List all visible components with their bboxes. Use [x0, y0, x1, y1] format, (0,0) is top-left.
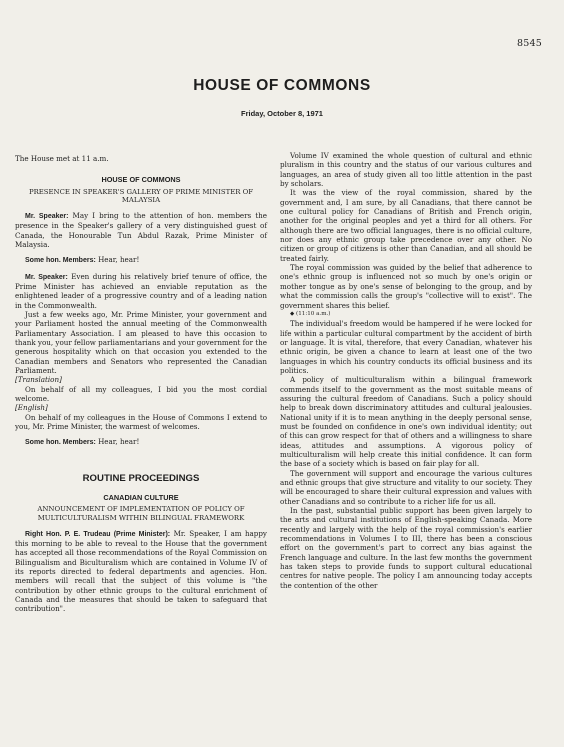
- sitting-time: The House met at 11 a.m.: [15, 154, 109, 163]
- paragraph: [15, 437, 267, 447]
- english-tag: [English]: [15, 403, 48, 413]
- speaker-name: Right Hon. P. E. Trudeau (Prime Minister):: [25, 530, 171, 538]
- translation-tag: [Translation]: [15, 375, 62, 385]
- paragraph: [15, 529, 267, 614]
- left-column: [15, 151, 267, 614]
- page-title: HOUSE OF COMMONS: [193, 77, 371, 94]
- diamond-icon: ◆: [290, 310, 295, 317]
- paragraph: The government will support and encourage the various cultures and ethnic groups that give structure and vitality to our society. They will be encouraged to share their cultural expression and values with other Canadians and so contribute to a richer life for us all.: [280, 468, 532, 506]
- paragraph: Volume IV examined the whole question of cultural and ethnic pluralism in this country and the status of our various cultures and languages, an area of study given all too little attention in the past by scholars.: [280, 151, 532, 189]
- speaker-name: Mr. Speaker:: [25, 273, 68, 281]
- paragraph-text: Mr. Speaker, I am happy this morning to be able to reveal to the House that the government has accepted all those recommendations of the Royal Commission on Bilingualism and Biculturalism which are contained in Volume IV of its reports directed to federal departments and agencies. Hon. members will recall that the subject of this volume is "the contribution by other ethnic groups to the cultural enrichment of Canada and the measures that should be taken to safeguard that contribution".: [15, 528, 267, 614]
- page-number: 8545: [517, 38, 542, 49]
- paragraph: [15, 272, 267, 310]
- paragraph: The royal commission was guided by the belief that adherence to one's ethnic group is influenced not so much by one's origin or mother tongue as by one's sense of belonging to the group, and by what the commission calls the group's "collective will to exist". The government shares this belief.: [280, 263, 532, 310]
- speaker-name: Mr. Speaker:: [25, 212, 69, 220]
- sitting-date: Friday, October 8, 1971: [241, 109, 323, 118]
- right-column: [280, 151, 532, 590]
- section-heading-house-of-commons: HOUSE OF COMMONS: [101, 175, 181, 185]
- subheading-multiculturalism: ANNOUNCEMENT OF IMPLEMENTATION OF POLICY OF MULTICULTURALISM WITHIN BILINGUAL FRAMEWORK: [37, 505, 245, 523]
- paragraph: Just a few weeks ago, Mr. Prime Minister, your government and your Parliament hosted the annual meeting of the Commonwealth Parliamentary Association. I am pleased to have this occasion to thank you, your fellow parliamentarians and your government for the generous hospitality which on that occasion you extended to the Canadian members and Senators who represented the Canadian Parliament.: [15, 309, 267, 376]
- paragraph-text: Hear, hear!: [98, 437, 140, 447]
- speaker-name: Some hon. Members:: [25, 257, 96, 265]
- paragraph: On behalf of all my colleagues, I bid you the most cordial welcome.: [15, 384, 267, 404]
- section-heading-routine-proceedings: ROUTINE PROCEEDINGS: [82, 472, 200, 484]
- paragraph: [15, 255, 267, 265]
- paragraph: [15, 211, 267, 249]
- paragraph: It was the view of the royal commission, shared by the government and, I am sure, by all Canadians, that there cannot be one cultural policy for Canadians of British and French origin, another for the original peoples and yet a third for all others. For although there are two official languages, there is no official culture, nor does any ethnic group take precedence over any other. No citizen or group of citizens is other than Canadian, and all should be treated fairly.: [280, 188, 532, 263]
- paragraph: The individual's freedom would be hampered if he were locked for life within a particular cultural compartment by the accident of birth or language. It is vital, therefore, that every Canadian, whatever his ethnic origin, be given a chance to learn at least one of the two languages in which his country conducts its official business and its politics.: [280, 319, 532, 375]
- time-marker: [280, 310, 532, 319]
- speaker-name: Some hon. Members:: [25, 439, 96, 447]
- section-heading-canadian-culture: CANADIAN CULTURE: [103, 493, 179, 503]
- paragraph: On behalf of my colleagues in the House of Commons I extend to you, Mr. Prime Minister, the warmest of welcomes.: [15, 412, 267, 432]
- subheading-presence: PRESENCE IN SPEAKER'S GALLERY OF PRIME MINISTER OF MALAYSIA: [28, 187, 254, 205]
- page-header: [0, 77, 564, 118]
- paragraph-text: Hear, hear!: [98, 255, 140, 265]
- time-marker-text: (11:10 a.m.): [296, 310, 331, 317]
- paragraph: In the past, substantial public support has been given largely to the arts and cultural institutions of English-speaking Canada. More recently and largely with the help of the royal commission's earlier recommendations in Volumes I to III, there has been a conscious effort on the government's part to correct any bias against the French language and culture. In the last few months the government has taken steps to provide funds to support cultural educational centres for native people. The policy I am announcing today accepts the contention of the other: [280, 506, 532, 590]
- paragraph-text: Even during his relatively brief tenure of office, the Prime Minister has achieved an enviable reputation as the enlightened leader of a progressive country and of a leading nation in the Commonwealth.: [15, 271, 267, 310]
- paragraph: A policy of multiculturalism within a bilingual framework commends itself to the government as the most suitable means of assuring the cultural freedom of Canadians. Such a policy should help to break down discriminatory attitudes and cultural jealousies. National unity if it is to mean anything in the deeply personal sense, must be founded on confidence in one's own individual identity; out of this can grow respect for that of others and a willingness to share ideas, attitudes and assumptions. A vigorous policy of multiculturalism will help create this initial confidence. It can form the base of a society which is based on fair play for all.: [280, 375, 532, 469]
- paragraph-text: May I bring to the attention of hon. members the presence in the Speaker's gallery of a very distinguished guest of Canada, the Honourable Tun Abdul Razak, Prime Minister of Malaysia.: [15, 210, 267, 249]
